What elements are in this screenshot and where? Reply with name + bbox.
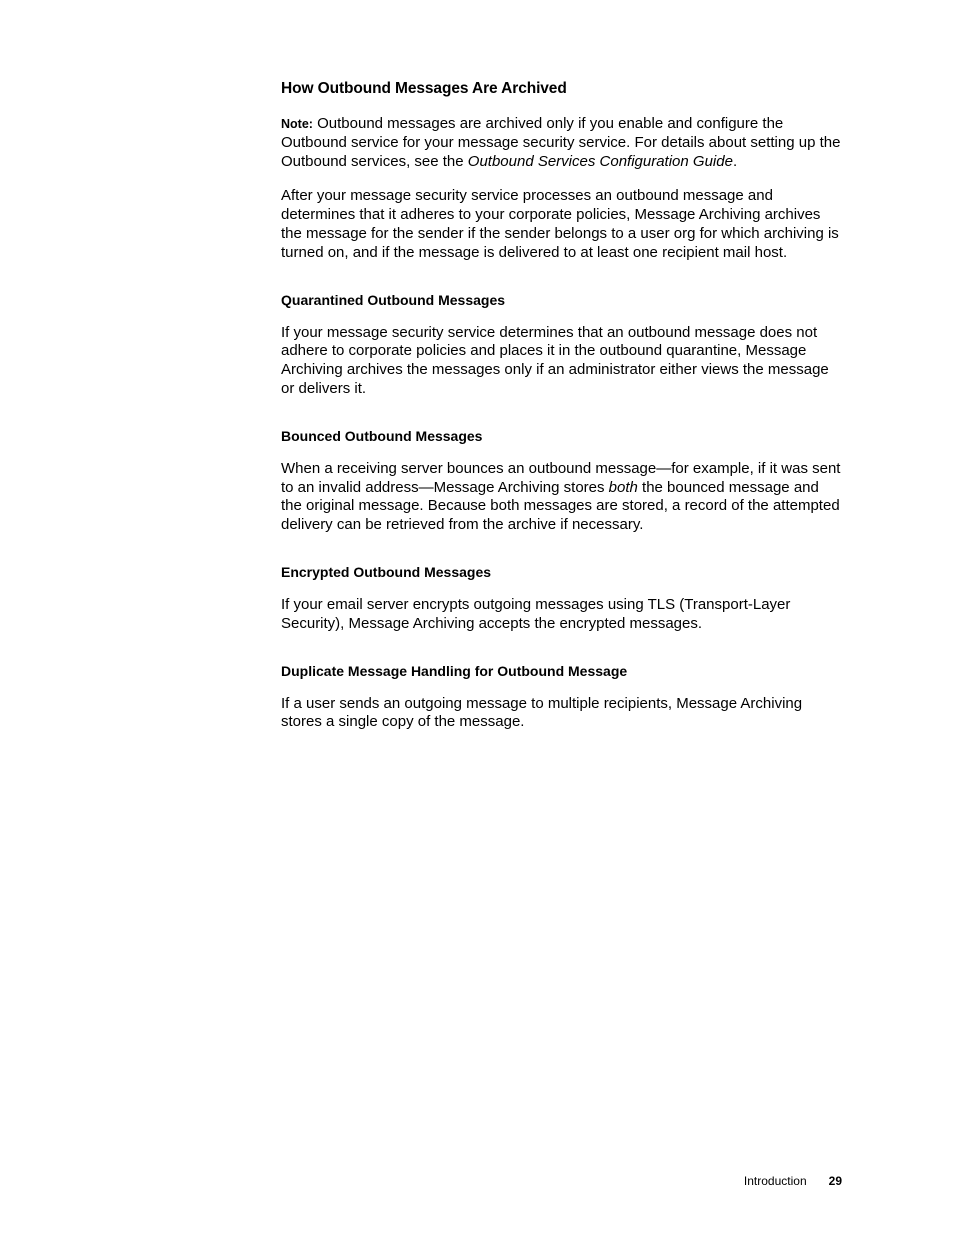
section-title-quarantined: Quarantined Outbound Messages — [281, 291, 506, 308]
section-body-bounced — [281, 460, 843, 535]
intro-paragraph: After your message security service processes an outbound message and determines that it adheres to your corporate policies, Message Archiving archives the message for the sender if the sender belongs to a user org for which archiving is turned on, and if the message is delivered to at least one recipient mail host. — [281, 187, 839, 261]
note-text-after: . — [732, 152, 738, 170]
section-duplicate — [281, 661, 843, 733]
section-title-encrypted: Encrypted Outbound Messages — [281, 563, 492, 580]
section-title-bounced: Bounced Outbound Messages — [281, 427, 483, 444]
section-body-duplicate: If a user sends an outgoing message to multiple recipients, Message Archiving stores a single copy of the message. — [281, 694, 803, 731]
note-label: Note: — [281, 117, 313, 131]
section-quarantined — [281, 290, 843, 399]
page-heading: How Outbound Messages Are Archived — [281, 80, 567, 97]
section-body-quarantined: If your message security service determines that an outbound message does not adhere to corporate policies and places it in the outbound quarantine, Message Archiving archives the messages only if an administrator either views the message or delivers it. — [281, 323, 829, 397]
section-body-encrypted: If your email server encrypts outgoing messages using TLS (Transport-Layer Security), Message Archiving accepts the encrypted messages. — [281, 595, 791, 632]
page-number: 29 — [828, 1174, 842, 1188]
section-title-duplicate: Duplicate Message Handling for Outbound Message — [281, 662, 628, 679]
guide-title: Outbound Services Configuration Guide — [467, 152, 733, 170]
page-footer — [744, 1173, 842, 1189]
bounced-body-before: When a receiving server bounces an outbound message—for example, if it was sent to an invalid address—Message Archiving stores — [281, 459, 841, 496]
footer-section-name: Introduction — [743, 1174, 807, 1188]
page-content — [281, 78, 843, 732]
bounced-body-after: the bounced message and the original message. Because both messages are stored, a record of the attempted delivery can be retrieved from the archive if necessary. — [281, 478, 840, 534]
note-text-before: Outbound messages are archived only if you enable and configure the Outbound service for your message security service. For details about setting up the Outbound services, see the — [281, 115, 841, 170]
bounced-body-emphasis: both — [608, 478, 638, 496]
note-paragraph — [281, 115, 843, 171]
section-bounced — [281, 426, 843, 535]
section-encrypted — [281, 562, 843, 634]
